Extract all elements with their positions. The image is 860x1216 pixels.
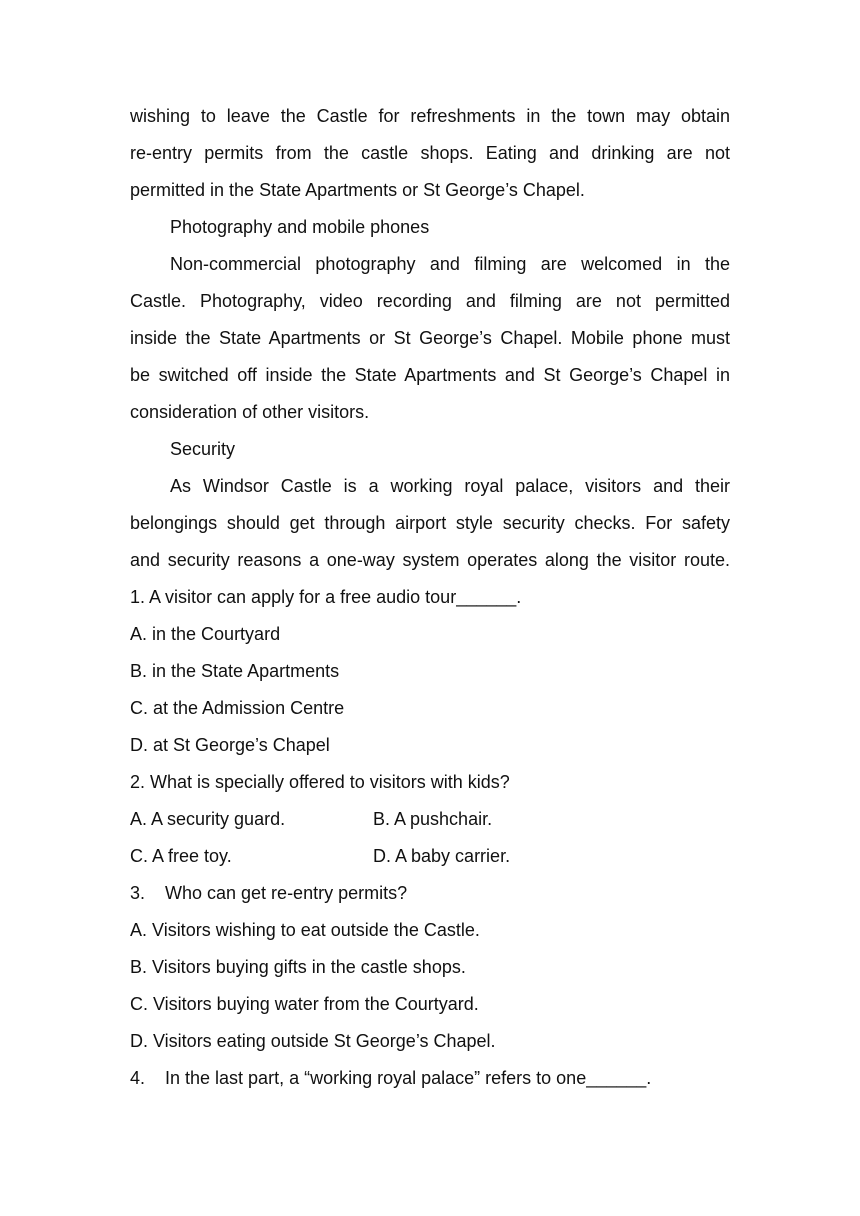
question-4-stem-row bbox=[130, 1060, 730, 1097]
question-2-options-row bbox=[130, 801, 730, 838]
question-3-option-b: B. Visitors buying gifts in the castle shops. bbox=[130, 957, 466, 977]
passage-line: permitted in the State Apartments or St George’s Chapel. bbox=[130, 180, 585, 200]
question-2-stem: 2. What is specially offered to visitors with kids? bbox=[130, 772, 510, 792]
section-heading-photography: Photography and mobile phones bbox=[170, 217, 430, 237]
question-2-option-b: B. A pushchair. bbox=[373, 809, 493, 829]
passage-line: Castle. Photography, video recording and filming are not permitted bbox=[130, 291, 730, 311]
question-2-options-row bbox=[130, 838, 730, 875]
passage-line: and security reasons a one-way system operates along the visitor route. bbox=[130, 550, 730, 570]
passage-line: wishing to leave the Castle for refreshments in the town may obtain bbox=[130, 106, 730, 126]
question-1-option-b: B. in the State Apartments bbox=[130, 661, 340, 681]
question-1-option-a: A. in the Courtyard bbox=[130, 624, 281, 644]
passage-line: re-entry permits from the castle shops. Eating and drinking are not bbox=[130, 143, 730, 163]
question-3-option-c: C. Visitors buying water from the Courtyard. bbox=[130, 994, 479, 1014]
question-2-option-d: D. A baby carrier. bbox=[373, 846, 511, 866]
question-1-option-c: C. at the Admission Centre bbox=[130, 698, 345, 718]
question-3-option-d: D. Visitors eating outside St George’s Chapel. bbox=[130, 1031, 496, 1051]
passage-line: inside the State Apartments or St George’s Chapel. Mobile phone must bbox=[130, 328, 730, 348]
question-3-number: 3. bbox=[130, 883, 146, 903]
question-1-option-d: D. at St George’s Chapel bbox=[130, 735, 330, 755]
section-heading-security: Security bbox=[170, 439, 236, 459]
question-1-stem: 1. A visitor can apply for a free audio tour______. bbox=[130, 587, 522, 607]
passage-line: belongings should get through airport style security checks. For safety bbox=[130, 513, 730, 533]
question-3-stem-row bbox=[130, 875, 730, 912]
question-3-stem: Who can get re-entry permits? bbox=[165, 883, 408, 903]
passage-line: As Windsor Castle is a working royal palace, visitors and their bbox=[170, 476, 730, 496]
question-4-number: 4. bbox=[130, 1068, 146, 1088]
question-4-stem: In the last part, a “working royal palace” refers to one______. bbox=[165, 1068, 652, 1088]
question-2-option-c: C. A free toy. bbox=[130, 846, 232, 866]
passage-line: be switched off inside the State Apartments and St George’s Chapel in bbox=[130, 365, 730, 385]
question-2-option-a: A. A security guard. bbox=[130, 809, 286, 829]
passage-line: Non-commercial photography and filming are welcomed in the bbox=[170, 254, 730, 274]
question-3-option-a: A. Visitors wishing to eat outside the Castle. bbox=[130, 920, 480, 940]
passage-line: consideration of other visitors. bbox=[130, 402, 370, 422]
document-page bbox=[130, 98, 730, 1097]
